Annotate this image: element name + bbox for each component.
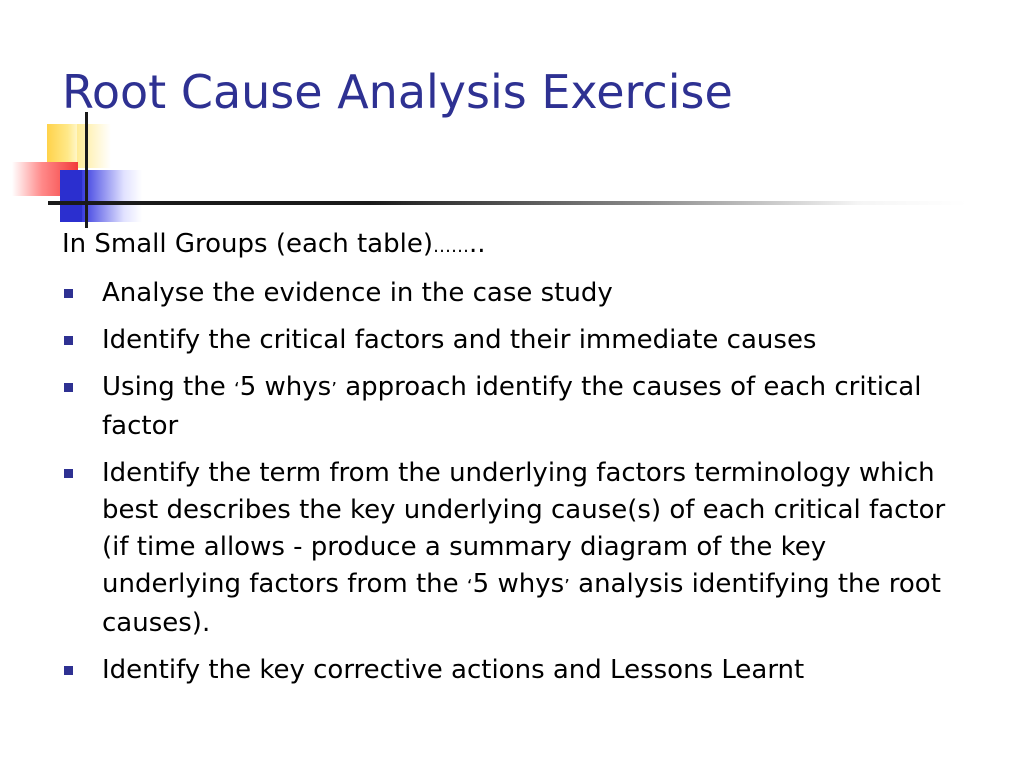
square-bullet-icon bbox=[64, 469, 73, 478]
yellow-fade-decoration bbox=[77, 124, 111, 168]
blue-fade-decoration bbox=[82, 170, 142, 222]
square-bullet-icon bbox=[64, 383, 73, 392]
list-item bbox=[62, 455, 962, 642]
blue-square-decoration bbox=[60, 170, 82, 222]
bullet-text: Analyse the evidence in the case study bbox=[102, 278, 613, 308]
list-item bbox=[62, 369, 962, 445]
bullet-text: Using the bbox=[102, 372, 234, 402]
square-bullet-icon bbox=[64, 666, 73, 675]
intro-line bbox=[62, 226, 962, 265]
title-divider-rule bbox=[48, 201, 968, 205]
intro-tail: .. bbox=[468, 229, 486, 259]
bullet-text: Identify the critical factors and their immediate causes bbox=[102, 325, 817, 355]
close-quote: ’ bbox=[564, 576, 570, 597]
square-bullet-icon bbox=[64, 289, 73, 298]
vertical-rule bbox=[85, 112, 88, 228]
slide-title: Root Cause Analysis Exercise bbox=[62, 65, 733, 119]
decorative-logo bbox=[0, 0, 1024, 240]
bullet-list bbox=[62, 275, 962, 689]
intro-ellipsis-2: … bbox=[450, 236, 469, 257]
square-bullet-icon bbox=[64, 336, 73, 345]
open-quote: ‘ bbox=[466, 576, 473, 597]
open-quote: ‘ bbox=[233, 379, 240, 400]
bullet-text-emph: 5 whys bbox=[239, 372, 332, 402]
bullet-text: Identify the key corrective actions and Lessons Learnt bbox=[102, 655, 805, 685]
bullet-text-rest: analysis identifying the root causes). bbox=[102, 569, 941, 638]
list-item bbox=[62, 275, 962, 312]
intro-text: In Small Groups (each table) bbox=[62, 229, 433, 259]
bullet-text-rest: approach identify the causes of each critical factor bbox=[102, 372, 922, 441]
list-item bbox=[62, 322, 962, 359]
slide-body bbox=[62, 226, 962, 699]
bullet-text: Identify the term from the underlying factors terminology which best describes the key underlying cause(s) of each critical factor (if time allows - produce a summary diagram of the key underlying factors from the bbox=[102, 458, 946, 599]
list-item bbox=[62, 652, 962, 689]
bullet-text-emph: 5 whys bbox=[472, 569, 565, 599]
intro-ellipsis: … bbox=[432, 236, 451, 257]
close-quote: ’ bbox=[331, 379, 337, 400]
